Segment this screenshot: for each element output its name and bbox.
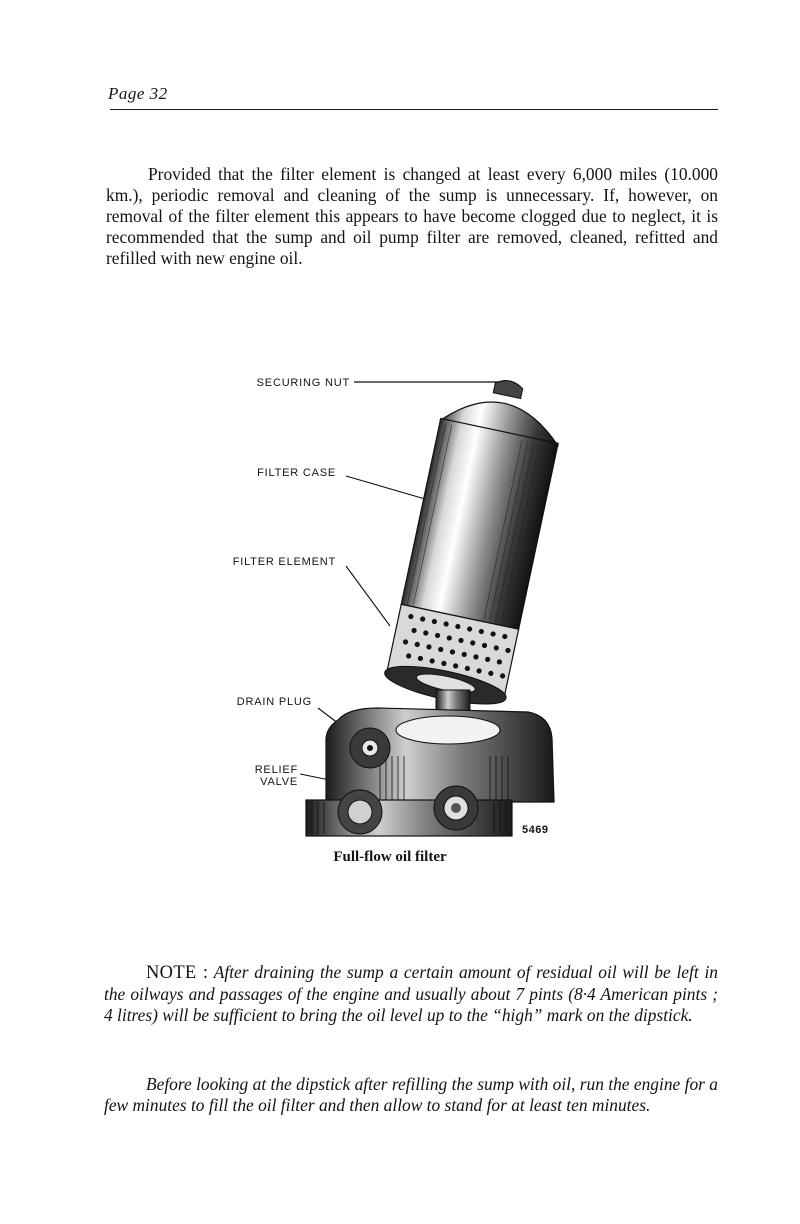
oil-filter-figure [200,360,600,880]
label-relief-valve-line1: RELIEF [254,764,298,776]
note-text: After draining the sump a certain amount of residual oil will be left in the oilways and passages of the engine and usually about 7 pints (8·4 American pints ; 4 litres) will be sufficient to bring the oil level up to the “high” mark on the dipstick. [104,962,718,1025]
figure-caption: Full-flow oil filter [333,849,447,865]
oil-filter-illustration [200,360,600,880]
note-paragraph [104,962,718,1026]
label-relief-valve [240,764,298,788]
label-filter-element: FILTER ELEMENT [232,556,336,568]
label-filter-case: FILTER CASE [257,467,336,479]
intro-paragraph: Provided that the filter element is changed at least every 6,000 miles (10.000 km.), periodic removal and cleaning of the sump is unnecessary. If, however, on removal of the filter element this appears to have become clogged due to neglect, it is recommended that the sump and oil pump filter are removed, cleaned, refitted and refilled with new engine oil. [106,164,718,268]
header-rule [110,109,718,110]
label-relief-valve-line2: VALVE [260,776,298,788]
closing-paragraph: Before looking at the dipstick after refilling the sump with oil, run the engine for a few minutes to fill the oil filter and then allow to stand for at least ten minutes. [104,1074,718,1115]
figure-number: 5469 [522,824,549,836]
note-heading: NOTE : [146,963,209,983]
label-drain-plug: DRAIN PLUG [236,696,312,708]
label-securing-nut: SECURING NUT [256,377,350,389]
page-number: Page 32 [108,84,168,103]
